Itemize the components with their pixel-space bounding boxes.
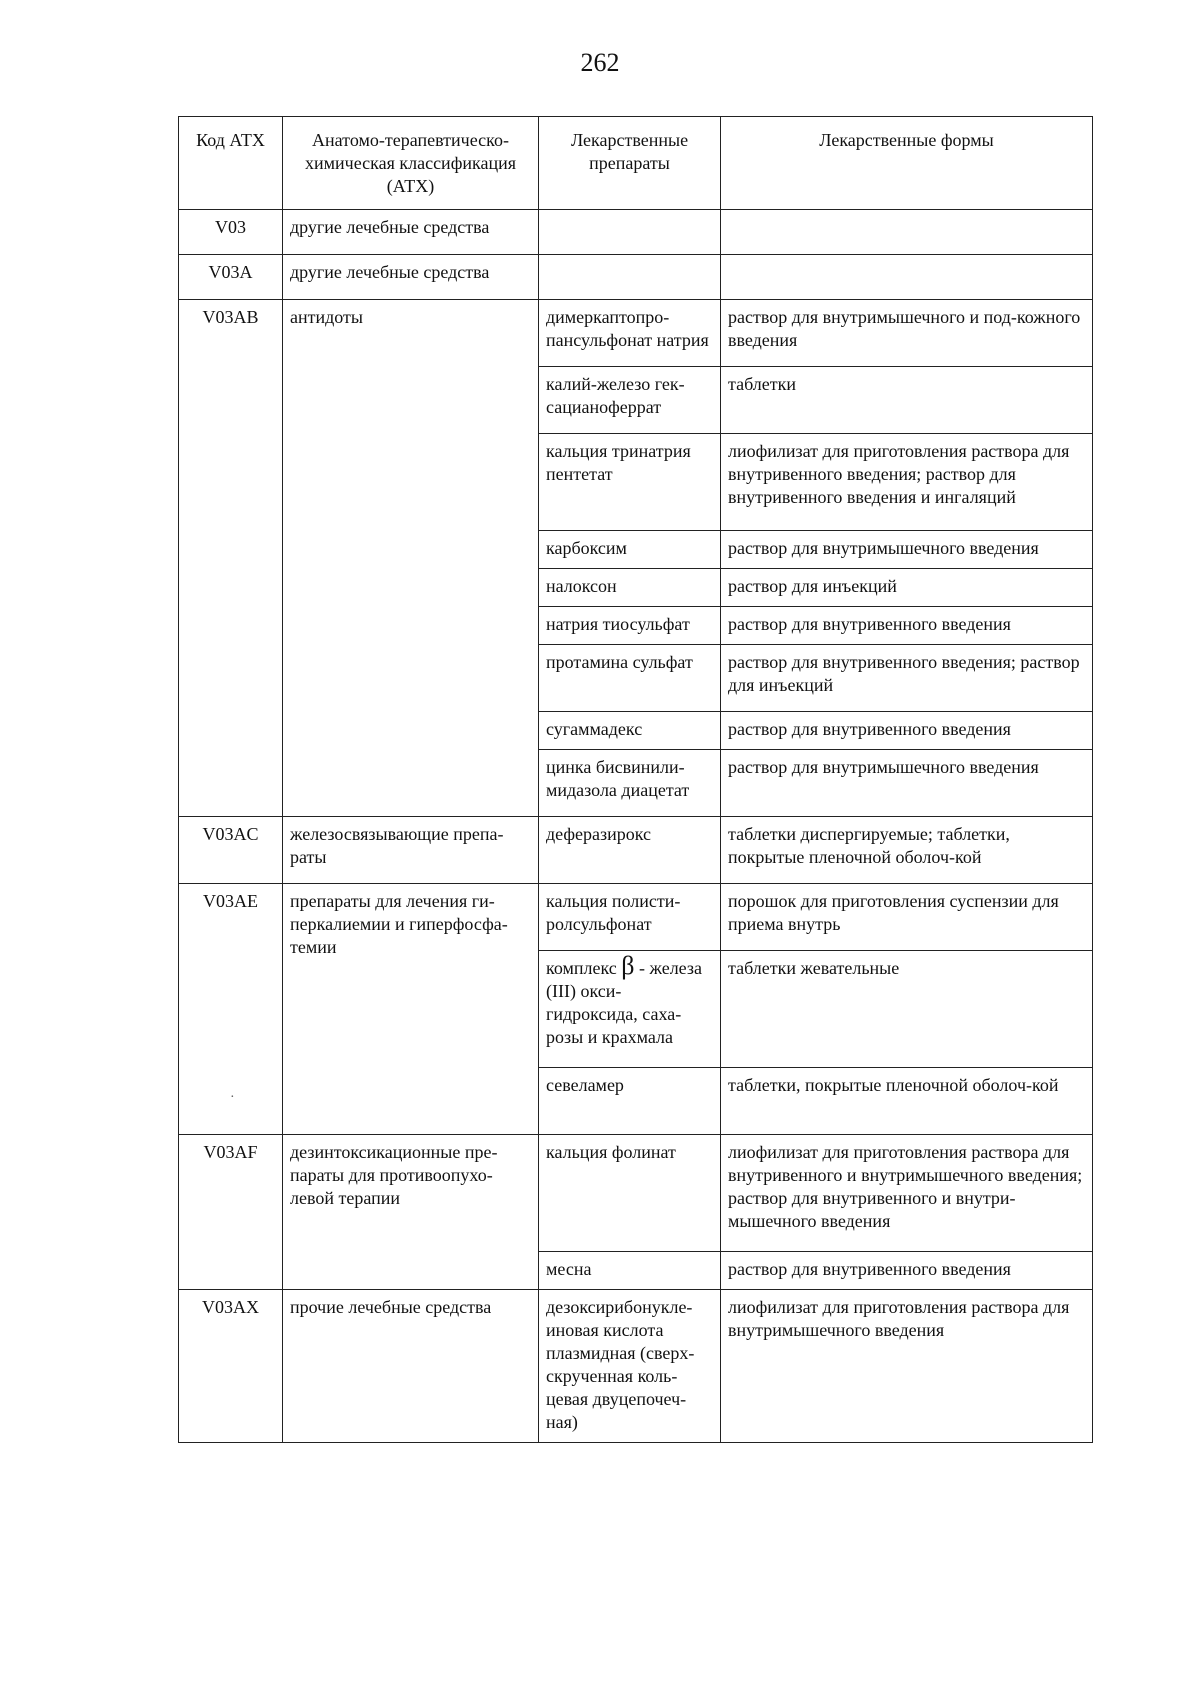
drug-form: раствор для внутривенного введения bbox=[721, 1252, 1093, 1290]
drug-form: лиофилизат для приготовления раствора для внутривенного введения; раствор для внутривенного введения и ингаляций bbox=[721, 434, 1093, 531]
atx-group-name: препараты для лечения ги-перкалиемии и гиперфосфа-темии bbox=[283, 884, 539, 1135]
form-cell bbox=[721, 255, 1093, 300]
drug-form: раствор для инъекций bbox=[721, 569, 1093, 607]
drug-form: лиофилизат для приготовления раствора для внутривенного и внутримышечного введения; раствор для внутривенного и внутри-мышечного введения bbox=[721, 1135, 1093, 1252]
drug-form: таблетки, покрытые пленочной оболоч-кой bbox=[721, 1068, 1093, 1135]
drug-name: месна bbox=[539, 1252, 721, 1290]
drug-form: порошок для приготовления суспензии для приема внутрь bbox=[721, 884, 1093, 951]
drug-form: раствор для внутримышечного и под-кожного введения bbox=[721, 300, 1093, 367]
drug-form: раствор для внутривенного введения bbox=[721, 712, 1093, 750]
drug-name: протамина сульфат bbox=[539, 645, 721, 712]
drug-form: таблетки жевательные bbox=[721, 951, 1093, 1068]
drug-name: дезоксирибонукле-иновая кислота плазмидная (сверх-скрученная коль-цевая двуцепочеч-ная) bbox=[539, 1290, 721, 1443]
drug-name: карбоксим bbox=[539, 531, 721, 569]
drug-form: таблетки bbox=[721, 367, 1093, 434]
drug-name: сугаммадекс bbox=[539, 712, 721, 750]
header-code: Код АТХ bbox=[179, 117, 283, 210]
drug-form: раствор для внутривенного введения; раствор для инъекций bbox=[721, 645, 1093, 712]
drug-name-suffix: - железа (III) окси-гидроксида, саха-розы и крахмала bbox=[546, 958, 702, 1047]
table-row bbox=[179, 1290, 1093, 1443]
drug-name: налоксон bbox=[539, 569, 721, 607]
drug-cell bbox=[539, 255, 721, 300]
drug-cell bbox=[539, 210, 721, 255]
table-row bbox=[179, 1135, 1093, 1252]
atx-code: V03A bbox=[179, 255, 283, 300]
table-header-row bbox=[179, 117, 1093, 210]
table-row bbox=[179, 210, 1093, 255]
drug-form: раствор для внутримышечного введения bbox=[721, 531, 1093, 569]
drug-name: кальция полисти-ролсульфонат bbox=[539, 884, 721, 951]
header-drugs: Лекарственные препараты bbox=[539, 117, 721, 210]
drug-name: калий-железо гек-сацианоферрат bbox=[539, 367, 721, 434]
drug-name: деферазирокс bbox=[539, 817, 721, 884]
scan-speck: · bbox=[230, 1090, 235, 1105]
atx-code: V03AE bbox=[179, 884, 283, 1135]
drug-form: раствор для внутримышечного введения bbox=[721, 750, 1093, 817]
atx-code: V03AX bbox=[179, 1290, 283, 1443]
atx-code: V03AF bbox=[179, 1135, 283, 1290]
beta-symbol: β bbox=[621, 951, 635, 980]
drug-form: лиофилизат для приготовления раствора для внутримышечного введения bbox=[721, 1290, 1093, 1443]
drug-name: кальция фолинат bbox=[539, 1135, 721, 1252]
atx-table bbox=[178, 116, 1093, 1443]
atx-group-name: другие лечебные средства bbox=[283, 210, 539, 255]
drug-name bbox=[539, 951, 721, 1068]
atx-group-name: антидоты bbox=[283, 300, 539, 817]
atx-code: V03AB bbox=[179, 300, 283, 817]
table-row bbox=[179, 255, 1093, 300]
drug-form: раствор для внутривенного введения bbox=[721, 607, 1093, 645]
drug-name: севеламер bbox=[539, 1068, 721, 1135]
atx-group-name: другие лечебные средства bbox=[283, 255, 539, 300]
header-forms: Лекарственные формы bbox=[721, 117, 1093, 210]
table-row bbox=[179, 884, 1093, 951]
drug-name: натрия тиосульфат bbox=[539, 607, 721, 645]
drug-name-prefix: комплекс bbox=[546, 958, 617, 978]
drug-name: димеркаптопро-пансульфонат натрия bbox=[539, 300, 721, 367]
table-row bbox=[179, 300, 1093, 367]
table-row bbox=[179, 817, 1093, 884]
header-classification: Анатомо-терапевтическо-химическая классификация (АТХ) bbox=[283, 117, 539, 210]
atx-code: V03 bbox=[179, 210, 283, 255]
drug-name: кальция тринатрия пентетат bbox=[539, 434, 721, 531]
atx-code: V03AC bbox=[179, 817, 283, 884]
atx-group-name: железосвязывающие препа-раты bbox=[283, 817, 539, 884]
drug-form: таблетки диспергируемые; таблетки, покрытые пленочной оболоч-кой bbox=[721, 817, 1093, 884]
page-number: 262 bbox=[580, 48, 620, 77]
drug-name: цинка бисвинили-мидазола диацетат bbox=[539, 750, 721, 817]
atx-group-name: дезинтоксикационные пре-параты для противоопухо-левой терапии bbox=[283, 1135, 539, 1290]
atx-group-name: прочие лечебные средства bbox=[283, 1290, 539, 1443]
form-cell bbox=[721, 210, 1093, 255]
